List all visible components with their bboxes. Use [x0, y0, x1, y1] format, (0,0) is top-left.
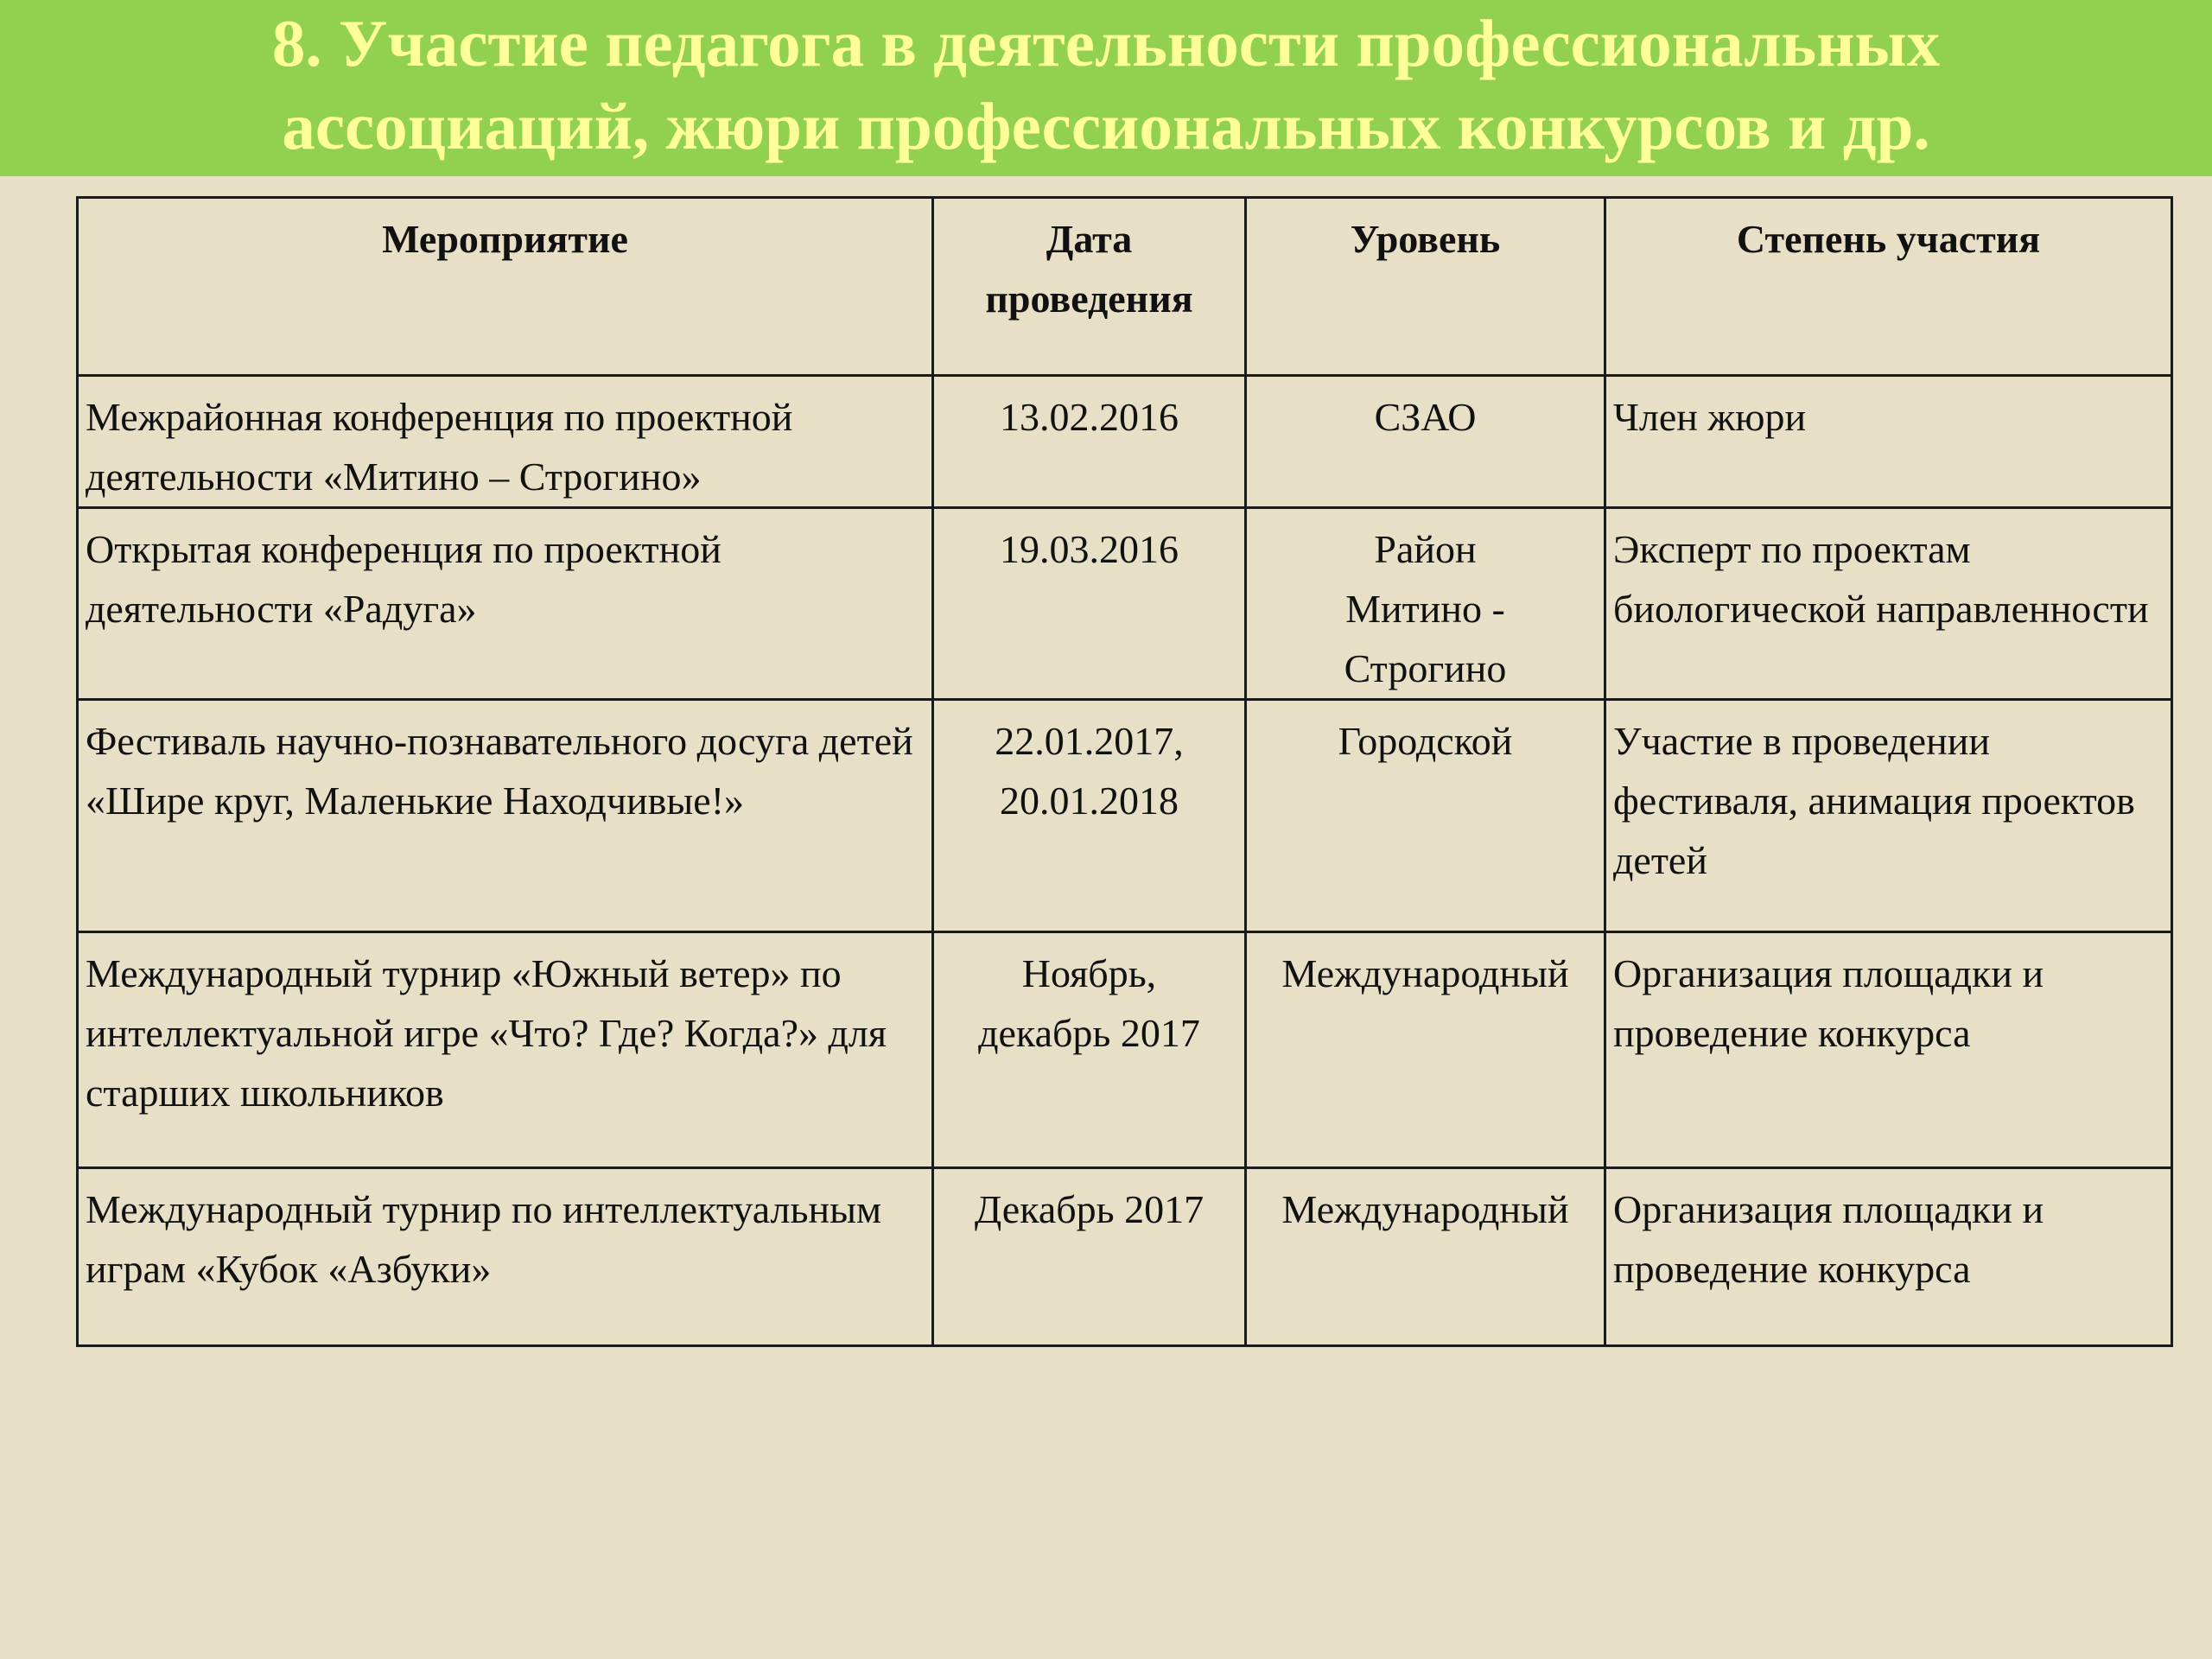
- events-table-container: [76, 196, 2171, 1347]
- cell-date: 22.01.2017, 20.01.2018: [933, 700, 1246, 932]
- table-row: [78, 1168, 2172, 1346]
- table-header-row: [78, 198, 2172, 376]
- cell-event: Межрайонная конференция по проектной деятельности «Митино – Строгино»: [78, 376, 933, 508]
- cell-role: Эксперт по проектам биологической направленности: [1605, 508, 2172, 700]
- table-row: [78, 376, 2172, 508]
- cell-level: Район Митино - Строгино: [1246, 508, 1605, 700]
- cell-role: Организация площадки и проведение конкурса: [1605, 1168, 2172, 1346]
- header-event: Мероприятие: [78, 198, 933, 376]
- cell-role: Участие в проведении фестиваля, анимация проектов детей: [1605, 700, 2172, 932]
- cell-event: Международный турнир «Южный ветер» по интеллектуальной игре «Что? Где? Когда?» для старших школьников: [78, 932, 933, 1168]
- table-row: [78, 508, 2172, 700]
- cell-role: Член жюри: [1605, 376, 2172, 508]
- cell-date: 19.03.2016: [933, 508, 1246, 700]
- cell-date: Декабрь 2017: [933, 1168, 1246, 1346]
- cell-level: Международный: [1246, 932, 1605, 1168]
- header-level: Уровень: [1246, 198, 1605, 376]
- cell-event: Фестиваль научно-познавательного досуга детей «Шире круг, Маленькие Находчивые!»: [78, 700, 933, 932]
- cell-event: Открытая конференция по проектной деятельности «Радуга»: [78, 508, 933, 700]
- slide-title-line-2: ассоциаций, жюри профессиональных конкурсов и др.: [282, 89, 1930, 163]
- table-row: [78, 700, 2172, 932]
- cell-role: Организация площадки и проведение конкурса: [1605, 932, 2172, 1168]
- cell-level: Городской: [1246, 700, 1605, 932]
- events-table: [76, 196, 2173, 1347]
- slide-title-line-1: 8. Участие педагога в деятельности профессиональных: [271, 6, 1941, 80]
- table-row: [78, 932, 2172, 1168]
- cell-level: Международный: [1246, 1168, 1605, 1346]
- slide-title: [272, 2, 1940, 175]
- cell-event: Международный турнир по интеллектуальным играм «Кубок «Азбуки»: [78, 1168, 933, 1346]
- cell-date: Ноябрь, декабрь 2017: [933, 932, 1246, 1168]
- slide-title-bar: [0, 0, 2212, 176]
- header-date: Дата проведения: [933, 198, 1246, 376]
- header-role: Степень участия: [1605, 198, 2172, 376]
- cell-date: 13.02.2016: [933, 376, 1246, 508]
- cell-level: СЗАО: [1246, 376, 1605, 508]
